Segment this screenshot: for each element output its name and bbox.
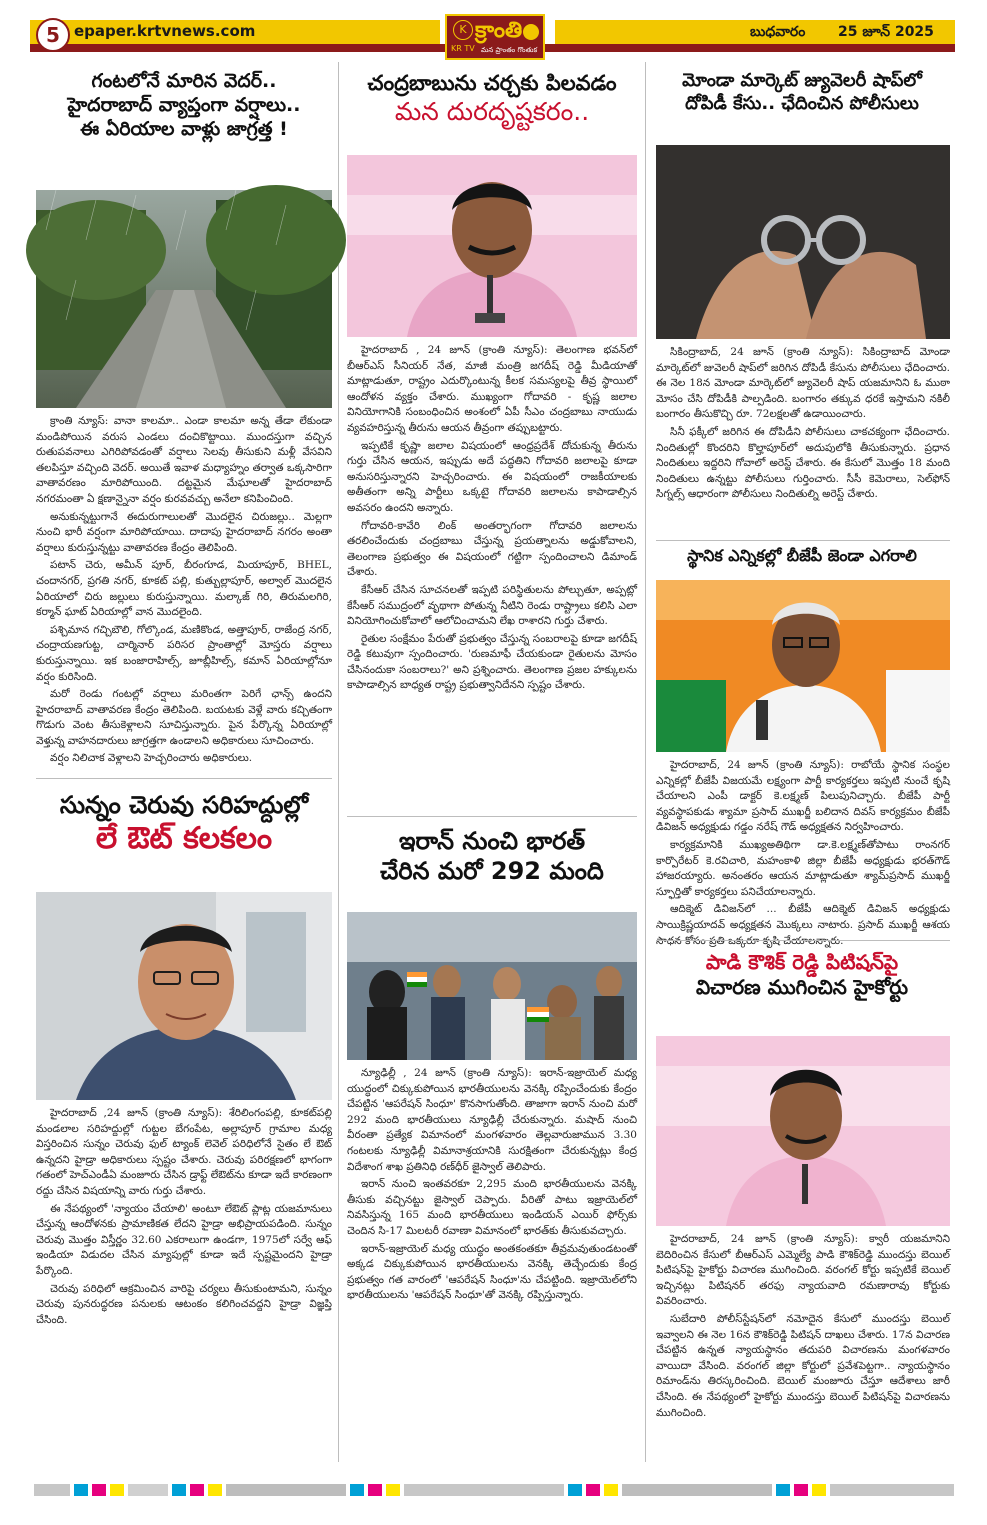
paragraph: ఈ నేపథ్యంలో 'న్యాయం చేయాలి' అంటూ లేఔట్ ప్లాట్ల యజమానులు చేస్తున్న ఆందోళనకు ప్రామాణికత లేదని హైడ్రా అభిప్రాయపడింది. సున్నం చెరువు మొత్తం విస్తీర్ణం 32.60 ఎకరాలుగా ఉండగా, 1975లో సర్వే ఆఫ్ ఇండియా విడుదల చేసిన మ్యాపుల్లో కూడా ఇదే స్పష్టమైందని హైడ్రా పేర్కొంది. [36,1202,332,1277]
official-photo [36,892,332,1100]
kr-logo-icon: K [453,20,473,40]
print-color-strip [34,1484,954,1496]
paragraph: ఇప్పటికే కృష్ణా జలాల విషయంలో ఆంధ్రప్రదేశ్ దోచుకున్న తీరును గుర్తు చేసిన ఆయన, ఇప్పుడు అదే పద్ధతిని గోదావరి జలాలపై కూడా అనుసరిస్తున్నారని హెచ్చరించారు. ఈ విషయంలో రాజకీయాలకు అతీతంగా అన్ని పార్టీలు ఒక్కటై గోదావరి జలాలను కాపాడాల్సిన అవసరం ఉందని అన్నారు. [347,439,637,514]
weather-headline-line: హైదరాబాద్ వ్యాప్తంగా వర్షాలు.. [67,93,301,116]
iran-body [347,1066,637,1474]
mla-photo [656,1036,950,1226]
paragraph: కేసీఆర్ చేసిన సూచనలతో ఇప్పటి పరిస్థితులను పోల్చుతూ, అప్పట్లో కేసీఆర్ సముద్రంలో వృథాగా పోతున్న నీటిని రెండు రాష్ట్రాలు కలిసి ఎలా వినియోగించుకోవాలో ఆలోచించామని లేఖ రాశారని గుర్తు చేశారు. [347,583,637,628]
bjp-headline-line: స్థానిక ఎన్నికల్లో బీజేపీ జెండా ఎగరాలి [687,546,917,565]
sun-icon [523,24,539,40]
jewellery-body [656,345,950,535]
bjp-leader-photo [656,580,950,752]
kaushik-headline-line: పాడి కౌశిక్ రెడ్డి పిటిషన్‌పై [705,950,899,974]
paragraph: హైదరాబాద్ , 24 జూన్ (క్రాంతి న్యూస్): తెలంగాణ భవన్‌లో బీఆర్ఎస్ సీనియర్ నేత, మాజీ మంత్రి జగదీష్ రెడ్డి మీడియాతో మాట్లాడుతూ, రాష్ట్రం ఎదుర్కొంటున్న కీలక సమస్యలపై తీవ్ర స్థాయిలో ఆందోళన వ్యక్తం చేశారు. ముఖ్యంగా గోదావరి - కృష్ణ జలాల వినియోగానికి సంబంధించిన అంశంలో ఏపీ సీఎం చంద్రబాబు నాయుడు వ్యవహరిస్తున్న తీరును ఆయన తీవ్రంగా తప్పుబట్టారు. [347,344,637,434]
article-divider [347,816,637,817]
kaushik-headline-line: విచారణ ముగించిన హైకోర్టు [695,975,909,999]
paragraph: హైదరాబాద్, 24 జూన్ (క్రాంతి న్యూస్): రాబోయే స్థానిక సంస్థల ఎన్నికల్లో బీజేపీ విజయమే లక్ష్యంగా పార్టీ కార్యకర్తలు ఇప్పటి నుంచే కృషి చేయాలని ఎంపీ డాక్టర్ కె.లక్ష్మణ్ పిలుపునిచ్చారు. బీజేపీ పార్టీ వ్యవస్థాపకుడు శ్యామా ప్రసాద్ ముఖర్జీ బలిదాన దివస్ కార్యక్రమం బీజేపీ డివిజన్ అధ్యక్షుడు గడ్డం నరేష్ గౌడ్ అధ్యక్షతన నిర్వహించారు. [656,759,950,834]
weather-headline-line: ఈ ఏరియాల వాళ్లు జాగ్రత్త ! [80,117,288,140]
bjp-body [656,758,950,934]
weather-body [36,414,332,772]
paragraph: అనుకున్నట్టుగానే ఈదురుగాలులతో మొదలైన చిరుజల్లు.. మెల్లగా నుంచి భారీ వర్షంగా మారిపోయాయి. దాదాపు హైదరాబాద్ నగరం అంతా వర్షాలు కురుస్తున్నట్టు వాతావరణ కేంద్రం తెలిపింది. [36,510,332,554]
logo-name: క్రాంతి [475,18,523,43]
paragraph: పటాన్ చెరు, అమీన్ పూర్, బీరంగూడ, మియాపూర్, BHEL, చందానగర్, ప్రగతి నగర్, కూకట్ పల్లి, కుత్బుల్లాపూర్, అల్వాల్ మొదలైన ఏరియాలో చిరు జల్లులు కురుస్తున్నాయి. మల్కాజ్ గిరి, తిరుమలగిరి, కర్మాన్ ఘాట్ ఏరియాల్లో వాన మొదలైంది. [36,559,332,619]
chandrababu-headline-red: మన దురదృష్టకరం.. [394,97,590,127]
handcuffs-photo [656,145,950,339]
paragraph: సుబేదారి పోలీస్‌స్టేషన్‌లో నమోదైన కేసులో ముందస్తు బెయిల్ ఇవ్వాలని ఈ నెల 16న కౌశిక్‌రెడ్డి పిటిషన్ దాఖలు చేశారు. 17న విచారణ చేపట్టిన ఉన్నత న్యాయస్థానం తదుపరి విచారణను మంగళవారం వాయిదా వేసింది. వరంగల్ జిల్లా కోర్టులో ప్రవేశపెట్టగా.. న్యాయస్థానం రిమాండ్‌ను తిరస్కరించింది. బెయిల్ మంజూరు చేస్తూ ఆదేశాలు జారీ చేసింది. ఈ నేపథ్యంలో హైకోర్టు ముందస్తు బెయిల్ పిటిషన్‌పై విచారణను ముగించింది. [656,1312,950,1419]
rain-road-photo [36,190,332,408]
chandrababu-body [347,343,637,809]
logo-tagline: మన ప్రాంతం గొంతుక [481,46,538,54]
paragraph: వర్షం నిలిచాక వెళ్లాలని హెచ్చరించారు అధికారులు. [50,752,253,765]
issue-date: 25 జూన్ 2025 [838,24,934,40]
kaushik-body [656,1232,950,1474]
logo-sub: KR TV [451,44,475,53]
iran-headline[interactable] [344,826,640,886]
column-divider [645,62,646,1462]
sunnam-body [36,1106,332,1474]
site-url-link[interactable]: epaper.krtvnews.com [74,22,256,40]
press-meet-photo [347,155,637,337]
weather-headline[interactable] [36,70,332,141]
article-divider [36,778,332,779]
column-divider [338,62,339,1462]
paragraph: న్యూఢిల్లీ , 24 జూన్ (క్రాంతి న్యూస్): ఇరాన్-ఇజ్రాయెల్ మధ్య యుద్ధంలో చిక్కుకుపోయిన భారతీయులను వెనక్కి రప్పించేందుకు కేంద్రం చేపట్టిన 'ఆపరేషన్ సింధూ' కొనసాగుతోంది. తాజాగా ఇరాన్ నుంచి మరో 292 మంది భారతీయులు న్యూఢిల్లీ చేరుకున్నారు. మషాద్ నుంచి వీరంతా ప్రత్యేక విమానంలో మంగళవారం తెల్లవారుజామున 3.30 గంటలకు న్యూఢిల్లీ విమానాశ్రయానికి సురక్షితంగా చేరుకున్నట్లు కేంద్ర విదేశాంగ శాఖ ప్రతినిధి రణ్‌ధీర్ జైస్వాల్ తెలిపారు. [347,1067,637,1173]
paragraph: హైదరాబాద్, 24 జూన్ (క్రాంతి న్యూస్): క్వారీ యజమానిని బెదిరించిన కేసులో బీఆర్ఎస్ ఎమ్మెల్యే పాడి కౌశిక్‌రెడ్డి ముందస్తు బెయిల్ పిటిషన్‌పై హైకోర్టు విచారణ ముగించింది. వరంగల్ కోర్టు ఇప్పటికే బెయిల్ ఇచ్చినట్లు పిటిషనర్ తరఫు న్యాయవాది రమణారావు కోర్టుకు వివరించారు. [656,1233,950,1308]
paragraph: కార్యక్రమానికి ముఖ్యఅతిథిగా డా.కె.లక్ష్మణ్‌తోపాటు రాంనగర్ కార్పొరేటర్ కె.రవిచారి, మహంకాళి జిల్లా బీజేపీ అధ్యక్షుడు భరత్‌గౌడ్ హాజరయ్యారు. అనంతరం ఆయన మాట్లాడుతూ శ్యామ్‌ప్రసాద్ ముఖర్జీ స్ఫూర్తితో కార్యకర్తలు పనిచేయాలన్నారు. [656,838,950,898]
sunnam-headline[interactable] [36,790,332,858]
paragraph: మరో రెండు గంటల్లో వర్షాలు మరింతగా పెరిగే ఛాన్స్ ఉందని హైదరాబాద్ వాతావరణ కేంద్రం తెలిపింది. బయటకు వెళ్లే వారు కచ్చితంగా గొడుగు వెంట తీసుకెళ్లాలని సూచిస్తున్నారు. పైన పేర్కొన్న ఏరియాల్లో వెళ్తున్న వాహనదారులు జాగ్రత్తగా ఉండాలని అధికారులు సూచించారు. [36,688,332,747]
page-number: 5 [36,18,70,52]
paragraph: సినీ ఫక్కీలో జరిగిన ఈ దోపిడీని పోలీసులు చాకచక్యంగా ఛేదించారు. నిందితుల్లో కొందరిని కొల్హాపూర్‌లో అదుపులోకి తీసుకున్నారు. ప్రధాన నిందితులు ఇద్దరిని గోవాలో అరెస్ట్ చేశారు. ఈ కేసులో మొత్తం 18 మంది నిందితులు ఉన్నట్టు పోలీసులు గుర్తించారు. సీసీ కెమెరాలు, సెల్‌ఫోన్ సిగ్నల్స్ ఆధారంగా పోలీసులు నిందితుల్ని అరెస్ట్ చేశారు. [656,425,950,501]
paragraph: గోదావరి-కావేరి లింక్ అంతర్భాగంగా గోదావరి జలాలను తరలించేందుకు చంద్రబాబు చేస్తున్న ప్రయత్నాలను అడ్డుకోవాలని, తెలంగాణ ప్రభుత్వం ఈ విషయంలో గట్టిగా స్పందించాలని డిమాండ్ చేశారు. [347,519,637,579]
sunnam-headline-red: లే ఔట్ కలకలం [95,821,273,856]
iran-headline-line: ఇరాన్ నుంచి భారత్ [398,827,586,855]
article-divider [656,540,950,541]
article-divider [656,940,950,941]
weather-headline-line: గంటలోనే మారిన వెదర్.. [91,70,277,92]
chandrababu-headline[interactable] [344,70,640,128]
paragraph: సికింద్రాబాద్, 24 జూన్ (క్రాంతి న్యూస్): సికింద్రాబాద్ మోండా మార్కెట్‌లో జువెలరీ షాప్‌లో జరిగిన దోపిడీ కేసును పోలీసులు ఛేదించారు. ఈ నెల 18న మోండా మార్కెట్‌లో జ్యువెలరీ షాప్ యజమానిని ఓ ముఠా మోసం చేసి దోపిడీకి పాల్పడింది. బంగారం తక్కువ ధరకే ఇస్తామని నకిలీ బంగారం తీసుకొచ్చి రూ. 72లక్షలతో ఉడాయించారు. [656,346,950,421]
iran-headline-line: చేరిన మరో 292 మంది [380,857,604,885]
issue-day: బుధవారం [750,24,806,40]
paragraph: రైతుల సంక్షేమం పేరుతో ప్రభుత్వం చేస్తున్న సంబరాలపై కూడా జగదీష్ రెడ్డి కటువుగా స్పందించారు. 'రుణమాఫీ చేయకుండా రైతులను మోసం చేసినందుకా సంబరాలు?' అని ప్రశ్నించారు. తెలంగాణ ప్రజల హక్కులను కాపాడాల్సిన బాధ్యత రాష్ట్ర ప్రభుత్వానిదేనని స్పష్టం చేశారు. [347,632,637,692]
bjp-headline[interactable] [652,546,952,566]
sunnam-headline-line: సున్నం చెరువు సరిహద్దుల్లో [59,791,309,819]
paragraph: ఆదిక్మెట్ డివిజన్‌లో ... బీజేపీ ఆదిక్మెట్ డివిజన్ అధ్యక్షుడు సాయిక్రిష్ణయాదవ్ అధ్యక్షతన మొక్కలు నాటారు. ప్రసాద్ ముఖర్జీ ఆశయ [656,903,950,931]
returnees-photo [347,912,637,1060]
paragraph: చెరువు పరిధిలో ఆక్రమించిన వారిపై చర్యలు తీసుకుంటామని, సున్నం చెరువు పునరుద్ధరణ పనులకు ఆటంకం కలిగించవద్దని హైడ్రా విజ్ఞప్తి చేసింది. [36,1282,332,1326]
paragraph: ఇరాన్ నుంచి ఇంతవరకూ 2,295 మంది భారతీయులను వెనక్కి తీసుకు వచ్చినట్టు జైస్వాల్ చెప్పారు. వీరితో పాటు ఇజ్రాయెల్‌లో నివసిస్తున్న 165 మంది భారతీయులు ఇండియన్ ఎయిర్ ఫోర్స్‌కు చెందిన సి-17 మిలటరీ రవాణా విమానంలో భారత్‌కు తీసుకువచ్చారు. [347,1178,637,1237]
jewellery-headline-line: దోపిడీ కేసు.. ఛేదించిన పోలీసులు [685,92,919,114]
jewellery-headline[interactable] [652,70,952,115]
paragraph: పశ్చిమాన గచ్చిబౌలి, గోల్కొండ, మణికొండ, అత్తాపూర్, రాజేంద్ర నగర్, చంద్రాయణగుట్ట, చార్మినార్ పరిసర ప్రాంతాల్లో మోస్తరు వర్షాలు కురుస్తున్నాయి. ఇక బంజారాహిల్స్, జూబ్లీహిల్స్, కమాన్ ఏరియాల్లోనూ వర్షం కురిసింది. [36,623,332,683]
paragraph: ఇరాన్-ఇజ్రాయెల్ మధ్య యుద్ధం అంతకంతకూ తీవ్రమవుతుండటంతో అక్కడ చిక్కుకుపోయిన భారతీయులను వెనక్కి తెచ్చేందుకు కేంద్ర ప్రభుత్వం గత వారంలో 'ఆపరేషన్ సింధూ'ను చేపట్టింది. ఇజ్రాయెల్‌లోని భారతీయులను 'ఆపరేషన్ సింధూ'తో వెనక్కి రప్పిస్తున్నారు. [347,1242,637,1302]
chandrababu-headline-line: చంద్రబాబును చర్చకు పిలవడం [367,71,617,95]
kaushik-headline[interactable] [652,950,952,1000]
newspaper-logo [445,14,545,60]
paragraph: క్రాంతి న్యూస్: వానా కాలమా.. ఎండా కాలమా అన్న తేడా లేకుండా మండిపోయిన వరుస ఎండలు దంచికొట్టాయి. ముందస్తుగా వచ్చిన రుతుపవనాలు ఎగిరిపోవడంతో వర్షాలు సెలవు తీసుకుని మళ్లీ వేసవిని తలపిస్తూ వచ్చింది వెదర్. అయితే ఇవాళ మధ్యాహ్నం తర్వాత ఒక్కసారిగా వాతావరణం మారిపోయింది. దట్టమైన మేఘాలతో హైదరాబాద్ నగరమంతా ఏ క్షణాన్నైనా వర్షం కురవవచ్చు అనేలా కనిపించింది. [36,415,332,505]
jewellery-headline-line: మోండా మార్కెట్ జ్యువెలరీ షాప్‌లో [682,70,922,91]
masthead [0,0,987,62]
paragraph: హైదరాబాద్ ,24 జూన్ (క్రాంతి న్యూస్): శేరిలింగంపల్లి, కూకట్‌పల్లి మండలాల సరిహద్దుల్లో గుట్టల బేగంపేట, అల్లాపూర్ గ్రామాల మధ్య విస్తరించిన సున్నం చెరువు ఫుల్ ట్యాంక్ లెవెల్ పరిధిలోనే సైతం లే ఔట్ ఉన్నదని హైడ్రా అధికారులు స్పష్టం చేశారు. చెరువు పరిరక్షణలో భాగంగా గతంలో హెచ్ఎండీఏ మంజూరు చేసిన డ్రాఫ్ట్ లేఔట్‌ను కూడా ఇదే కారణంగా రద్దు చేసిన విషయాన్ని వారు గుర్తు చేశారు. [36,1107,332,1197]
